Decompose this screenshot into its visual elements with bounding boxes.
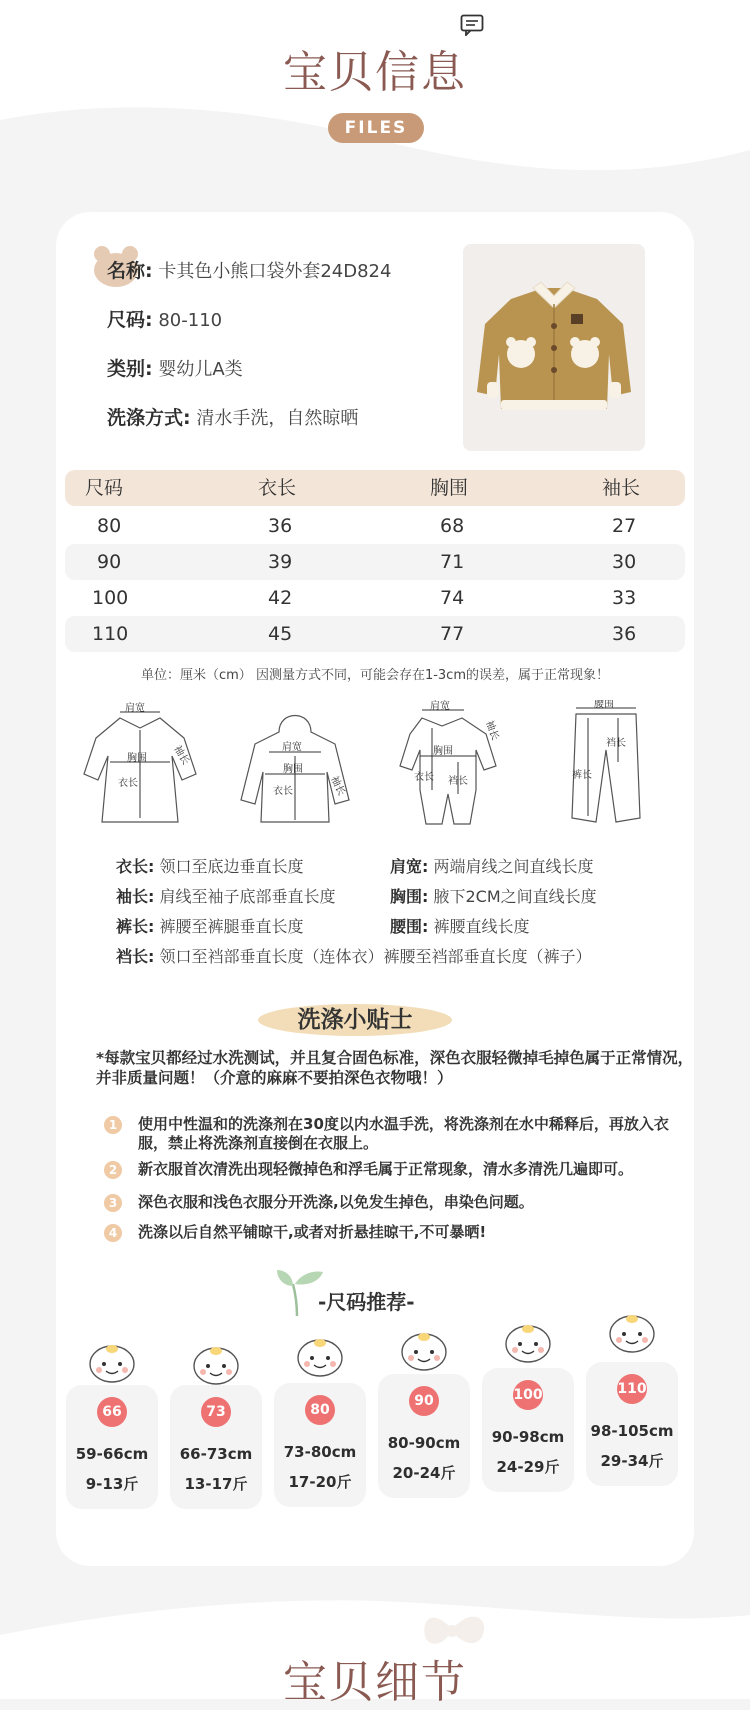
header-size: 尺码	[85, 477, 124, 499]
size-badge: 73	[201, 1397, 231, 1427]
product-size-value: 80-110	[158, 310, 223, 331]
baby-face-icon	[295, 1334, 345, 1378]
hoodie-sleeve-label: 袖长	[328, 774, 347, 798]
height-range: 80-90cm	[387, 1434, 461, 1452]
romper-crotch-label: 裆长	[448, 776, 468, 787]
pants-diagram	[566, 700, 646, 830]
details-title: 宝贝细节	[283, 1657, 467, 1708]
table-row	[65, 616, 685, 652]
table-cell: 90	[97, 551, 122, 573]
hoodie-chest-label: 胸围	[283, 764, 303, 775]
weight-range: 17-20斤	[288, 1473, 352, 1491]
baby-face-icon	[399, 1328, 449, 1372]
tip-number: 3	[104, 1194, 122, 1212]
table-cell: 100	[92, 587, 129, 609]
size-badge: 66	[97, 1397, 127, 1427]
table-cell: 71	[440, 551, 465, 573]
tip-text: 使用中性温和的洗涤剂在30度以内水温手洗，将洗涤剂在水中稀释后，再放入衣服，禁止将洗涤剂直接倒在衣服上。	[138, 1115, 669, 1152]
definition-item: 衣长: 领口至底边垂直长度	[116, 857, 304, 876]
jacket-illustration	[463, 244, 645, 451]
size-recommend-title: -尺码推荐-	[318, 1290, 415, 1314]
table-row	[65, 580, 685, 616]
tip-text: 洗涤以后自然平铺晾干,或者对折悬挂晾干,不可暴晒!	[138, 1223, 487, 1241]
romper-shoulder-label: 肩宽	[430, 701, 450, 712]
height-range: 59-66cm	[75, 1445, 149, 1463]
page-title: 宝贝信息	[283, 47, 467, 98]
pants-length-label: 裤长	[572, 770, 592, 781]
header-length: 衣长	[258, 477, 297, 499]
product-size-row	[107, 305, 222, 332]
weight-range: 9-13斤	[85, 1475, 139, 1493]
height-range: 90-98cm	[491, 1428, 565, 1446]
size-card-80	[274, 1383, 366, 1507]
weight-range: 13-17斤	[184, 1475, 248, 1493]
size-card-110	[586, 1362, 678, 1486]
weight-range: 24-29斤	[496, 1458, 560, 1476]
table-cell: 27	[612, 515, 637, 537]
product-wash-row	[107, 403, 358, 430]
height-range: 73-80cm	[283, 1443, 357, 1461]
size-card-73	[170, 1385, 262, 1509]
romper-sleeve-label: 袖长	[483, 719, 501, 742]
product-wash-label: 洗涤方式:	[107, 407, 191, 429]
size-badge: 100	[513, 1380, 543, 1410]
table-cell: 33	[612, 587, 637, 609]
message-icon[interactable]	[460, 14, 484, 36]
size-badge: 80	[305, 1395, 335, 1425]
table-cell: 74	[440, 587, 465, 609]
tip-text: 深色衣服和浅色衣服分开洗涤,以免发生掉色，串染色问题。	[138, 1193, 534, 1211]
height-range: 66-73cm	[179, 1445, 253, 1463]
table-row	[65, 508, 685, 544]
definition-item: 肩宽: 两端肩线之间直线长度	[390, 857, 594, 876]
hoodie-shoulder-label: 肩宽	[282, 742, 302, 753]
size-badge: 90	[409, 1386, 439, 1416]
product-size-label: 尺码:	[107, 309, 153, 331]
wash-tips-title: 洗涤小贴士	[297, 1007, 413, 1033]
tip-text: 新衣服首次清洗出现轻微掉色和浮毛属于正常现象，清水多清洗几遍即可。	[138, 1160, 634, 1178]
unit-note: 单位：厘米（cm） 因测量方式不同，可能会存在1-3cm的误差，属于正常现象！	[141, 668, 609, 683]
table-cell: 77	[440, 623, 465, 645]
wash-tips-heading	[258, 1000, 452, 1040]
baby-face-icon	[191, 1342, 241, 1386]
table-cell: 45	[268, 623, 293, 645]
product-category-value: 婴幼儿A类	[158, 359, 243, 380]
table-row	[65, 544, 685, 580]
romper-diagram	[388, 700, 516, 830]
product-name-row	[107, 256, 391, 283]
table-cell: 36	[612, 623, 637, 645]
dress-chest-label: 胸围	[127, 753, 147, 764]
table-cell: 68	[440, 515, 465, 537]
files-badge: FILES	[328, 113, 424, 143]
pants-crotch-label: 裆长	[606, 738, 626, 749]
table-cell: 36	[268, 515, 293, 537]
baby-face-icon	[87, 1340, 137, 1384]
tip-number: 4	[104, 1224, 122, 1242]
table-cell: 39	[268, 551, 293, 573]
product-photo[interactable]	[463, 244, 645, 451]
table-cell: 30	[612, 551, 637, 573]
height-range: 98-105cm	[590, 1422, 674, 1440]
definition-item: 袖长: 肩线至袖子底部垂直长度	[116, 887, 336, 906]
weight-range: 29-34斤	[600, 1452, 664, 1470]
dress-shoulder-label: 肩宽	[125, 703, 145, 714]
baby-face-icon	[607, 1310, 657, 1354]
dress-length-label: 衣长	[118, 778, 138, 789]
product-name-label: 名称:	[107, 260, 153, 282]
pants-waist-label: 腰围	[594, 700, 614, 710]
size-card-66	[66, 1385, 158, 1509]
size-table-header	[65, 470, 685, 506]
tip-number: 1	[104, 1116, 122, 1134]
definition-item: 裆长: 领口至裆部垂直长度（连体衣）裤腰至裆部垂直长度（裤子）	[116, 947, 592, 966]
definition-item: 胸围: 腋下2CM之间直线长度	[390, 887, 597, 906]
size-card-100	[482, 1368, 574, 1492]
romper-chest-label: 胸围	[433, 746, 453, 757]
wash-tips-intro: *每款宝贝都经过水洗测试，并且复合固色标准，深色衣服轻微掉毛掉色属于正常情况，并非质量问题！（介意的麻麻不要拍深色衣物哦！）	[96, 1049, 694, 1087]
size-card-90	[378, 1374, 470, 1498]
weight-range: 20-24斤	[392, 1464, 456, 1482]
definition-item: 裤长: 裤腰至裤腿垂直长度	[116, 917, 304, 936]
product-category-row	[107, 354, 243, 381]
definition-item: 腰围: 裤腰直线长度	[390, 917, 530, 936]
product-name-value: 卡其色小熊口袋外套24D824	[158, 261, 392, 282]
hoodie-length-label: 衣长	[273, 786, 293, 797]
dress-diagram	[80, 700, 200, 830]
header-sleeve: 袖长	[602, 477, 641, 499]
product-wash-value: 清水手洗，自然晾晒	[196, 408, 359, 429]
table-cell: 42	[268, 587, 293, 609]
table-cell: 110	[92, 623, 129, 645]
tip-number: 2	[104, 1161, 122, 1179]
size-badge: 110	[617, 1374, 647, 1404]
header-chest: 胸围	[430, 477, 469, 499]
table-cell: 80	[97, 515, 122, 537]
romper-length-label: 衣长	[414, 772, 434, 783]
baby-face-icon	[503, 1320, 553, 1364]
hoodie-diagram	[235, 704, 355, 830]
product-category-label: 类别:	[107, 358, 153, 380]
dress-sleeve-label: 袖长	[171, 744, 191, 767]
